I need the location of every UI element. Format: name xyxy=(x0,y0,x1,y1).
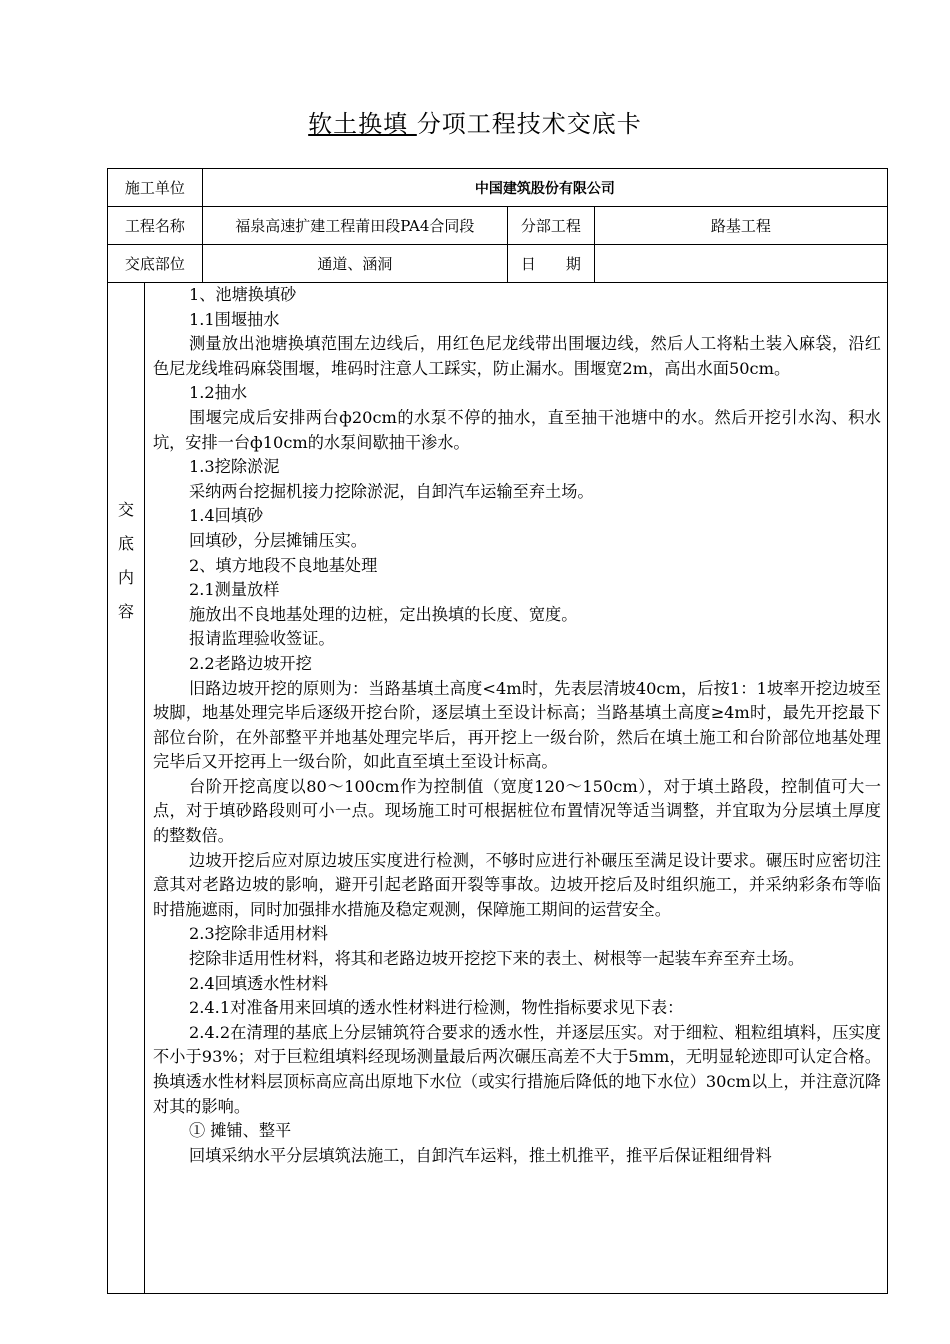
content-heading: 采纳两台挖掘机接力挖除淤泥，自卸汽车运输至弃土场。 xyxy=(188,481,594,501)
content-side-label xyxy=(108,283,145,1294)
date-label: 日 期 xyxy=(507,245,594,283)
unit-label: 施工单位 xyxy=(108,169,203,207)
content-heading: 2.3挖除非适用材料 xyxy=(188,924,328,944)
side-char: 容 xyxy=(117,602,134,621)
unit-value: 中国建筑股份有限公司 xyxy=(202,169,887,207)
title-rest: 分项工程技术交底卡 xyxy=(416,110,642,138)
page-title xyxy=(0,104,950,139)
content-heading: 2.4.1对准备用来回填的透水性材料进行检测，物性指标要求见下表： xyxy=(188,998,684,1018)
part-value: 通道、涵洞 xyxy=(202,245,507,283)
content-heading: 1.3挖除淤泥 xyxy=(188,457,280,477)
content-body xyxy=(144,283,887,1294)
project-label: 工程名称 xyxy=(108,207,203,245)
content-heading: 2.1测量放样 xyxy=(188,580,280,600)
content-paragraph: 2.4.2在清理的基底上分层铺筑符合要求的透水性，并逐层压实。对于细粒、粗粒组填料，压实度不小于93%；对于巨粒组填料经现场测量最后两次碾压高差不大于5mm，无明显轮迹即可认定合格。换填透水性材料层顶标高应高出原地下水位（或实行措施后降低的地下水位）30cm以上，并注意沉降对其的影响。 xyxy=(152,1022,881,1116)
disclosure-card-table xyxy=(107,168,888,1294)
content-heading: 2、填方地段不良地基处理 xyxy=(188,555,378,575)
row-project xyxy=(108,207,888,245)
content-heading: 施放出不良地基处理的边桩，定出换填的长度、宽度。 xyxy=(188,604,578,624)
side-char: 内 xyxy=(117,568,134,587)
content-paragraph: 回填采纳水平分层填筑法施工，自卸汽车运料，推土机推平，推平后保证粗细骨料 xyxy=(188,1145,772,1165)
content-paragraph: 测量放出池塘换填范围左边线后，用红色尼龙线带出围堰边线，然后人工将粘土装入麻袋，沿红色尼龙线堆码麻袋围堰，堆码时注意人工踩实，防止漏水。围堰宽2m，高出水面50cm。 xyxy=(152,334,881,378)
row-part xyxy=(108,245,888,283)
content-text xyxy=(145,283,887,1293)
row-unit xyxy=(108,169,888,207)
side-char: 底 xyxy=(117,534,134,553)
title-subject: 软土换填 xyxy=(308,110,417,138)
project-value: 福泉高速扩建工程莆田段PA4合同段 xyxy=(202,207,507,245)
side-char: 交 xyxy=(117,500,134,519)
content-heading: 2.2老路边坡开挖 xyxy=(188,653,312,673)
part-label: 交底部位 xyxy=(108,245,203,283)
content-heading: 1.2抽水 xyxy=(188,383,248,403)
content-heading: 1.4回填砂 xyxy=(188,506,264,526)
date-value xyxy=(594,245,887,283)
division-label: 分部工程 xyxy=(507,207,594,245)
content-paragraph: 围堰完成后安排两台ф20cm的水泵不停的抽水，直至抽干池塘中的水。然后开挖引水沟、积水坑，安排一台ф10cm的水泵间歇抽干渗水。 xyxy=(152,407,881,452)
division-value: 路基工程 xyxy=(594,207,887,245)
content-paragraph: 台阶开挖高度以80～100cm作为控制值（宽度120～150cm），对于填土路段，控制值可大一点，对于填砂路段则可小一点。现场施工时可根据桩位布置情况等适当调整，并宜取为分层填土厚度的整数倍。 xyxy=(152,776,881,846)
content-heading: 2.4回填透水性材料 xyxy=(188,973,328,993)
content-heading: 1、池塘换填砂 xyxy=(188,285,297,304)
content-heading: ① 摊铺、整平 xyxy=(188,1121,292,1141)
content-paragraph: 挖除非适用性材料，将其和老路边坡开挖挖下来的表土、树根等一起装车弃至弃土场。 xyxy=(188,949,805,969)
content-heading: 1.1围堰抽水 xyxy=(188,309,280,329)
content-paragraph: 边坡开挖后应对原边坡压实度进行检测，不够时应进行补碾压至满足设计要求。碾压时应密切注意其对老路边坡的影响，避开引起老路面开裂等事故。边坡开挖后及时组织施工，并采纳彩条布等临时措施遮雨，同时加强排水措施及稳定观测，保障施工期间的运营安全。 xyxy=(152,850,881,919)
content-paragraph: 旧路边坡开挖的原则为：当路基填土高度<4m时，先表层清坡40cm，后按1：1坡率开挖边坡至坡脚，地基处理完毕后逐级开挖台阶，逐层填土至设计标高；当路基填土高度≥4m时，最先开挖最下部位台阶，在外部整平并地基处理完毕后，再开挖上一级台阶，然后在填土施工和台阶部位地基处理完毕后又开挖再上一级台阶，如此直至填土至设计标高。 xyxy=(152,678,881,772)
content-heading: 回填砂，分层摊铺压实。 xyxy=(188,530,367,550)
content-heading: 报请监理验收签证。 xyxy=(188,629,335,649)
row-content xyxy=(108,283,888,1294)
